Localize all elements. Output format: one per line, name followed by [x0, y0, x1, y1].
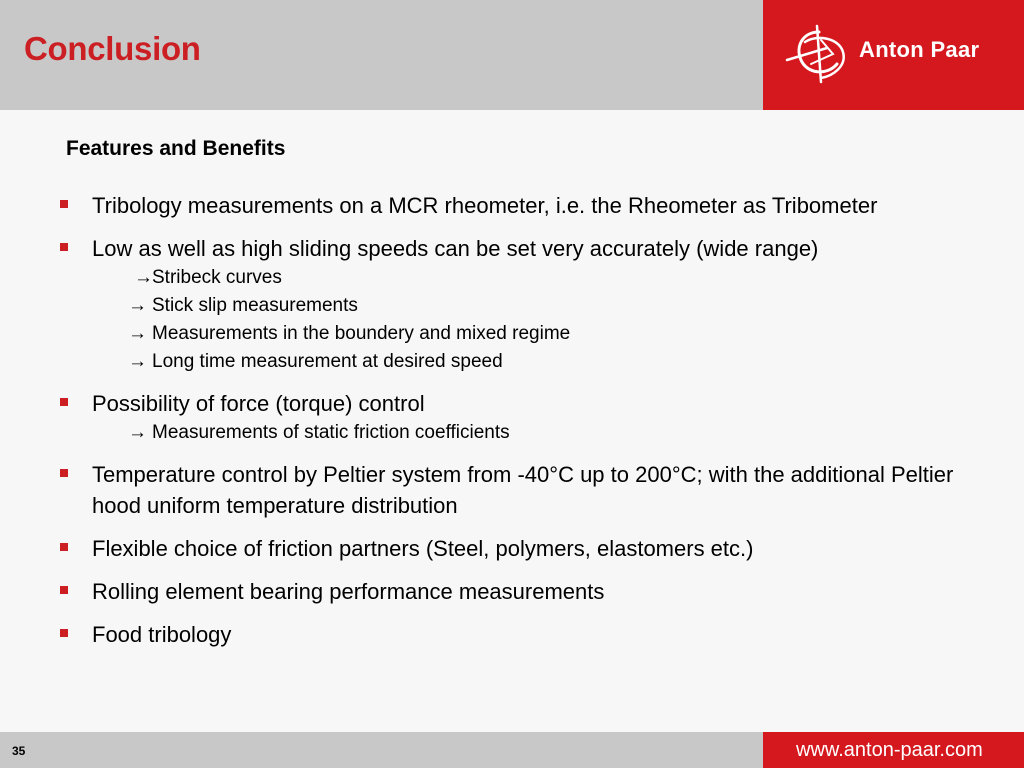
bullet-item — [0, 619, 1000, 650]
sub-item — [0, 348, 1000, 376]
arrow-right-icon: → — [128, 422, 147, 443]
sub-item — [0, 264, 1000, 292]
bullet-square-icon — [60, 469, 68, 477]
page-number: 35 — [12, 744, 26, 758]
sub-list — [92, 264, 1000, 376]
sub-item-text: Long time measurement at desired speed — [152, 351, 503, 372]
bullet-item — [0, 459, 1000, 521]
slide-title: Conclusion — [24, 30, 201, 67]
arrow-right-icon: → — [128, 295, 147, 316]
bullet-text: Tribology measurements on a MCR rheometer, i.e. the Rheometer as Tribometer — [92, 193, 878, 218]
sub-item — [0, 320, 1000, 348]
bullet-text: Flexible choice of friction partners (Steel, polymers, elastomers etc.) — [92, 536, 754, 561]
sub-item — [0, 419, 1000, 447]
sub-item-text: Measurements in the boundery and mixed regime — [152, 323, 571, 344]
content-area — [0, 110, 1024, 732]
header-band — [0, 0, 763, 110]
footer-url: www.anton-paar.com — [796, 739, 983, 761]
logo-text: Anton Paar — [859, 37, 980, 62]
sub-list — [92, 419, 1000, 447]
logo — [763, 0, 1024, 110]
arrow-right-icon: → — [128, 323, 147, 344]
arrow-right-icon: → — [134, 267, 153, 288]
sub-item-text: Stribeck curves — [152, 267, 282, 288]
footer-url-box — [763, 732, 1024, 768]
arrow-right-icon: → — [128, 351, 147, 372]
bullet-square-icon — [60, 200, 68, 208]
bullet-item — [0, 190, 1000, 221]
sub-item-text: Measurements of static friction coefficients — [152, 422, 510, 443]
bullet-square-icon — [60, 629, 68, 637]
sub-item — [0, 292, 1000, 320]
anton-paar-logo-icon — [781, 20, 857, 86]
bullet-square-icon — [60, 586, 68, 594]
bullet-square-icon — [60, 243, 68, 251]
bullet-item — [0, 533, 1000, 564]
bullet-text: Low as well as high sliding speeds can be set very accurately (wide range) — [92, 236, 819, 261]
bullet-item — [0, 233, 1000, 376]
section-heading: Features and Benefits — [66, 137, 286, 160]
footer-band — [0, 732, 763, 768]
sub-item-text: Stick slip measurements — [152, 295, 358, 316]
bullet-item — [0, 388, 1000, 447]
bullet-square-icon — [60, 543, 68, 551]
bullet-text: Possibility of force (torque) control — [92, 391, 425, 416]
bullet-list — [0, 190, 1000, 662]
bullet-text: Food tribology — [92, 622, 232, 647]
bullet-square-icon — [60, 398, 68, 406]
bullet-item — [0, 576, 1000, 607]
bullet-text: Temperature control by Peltier system from -40°C up to 200°C; with the additional Peltier hood uniform temperature distribution — [92, 462, 954, 518]
bullet-text: Rolling element bearing performance measurements — [92, 579, 605, 604]
